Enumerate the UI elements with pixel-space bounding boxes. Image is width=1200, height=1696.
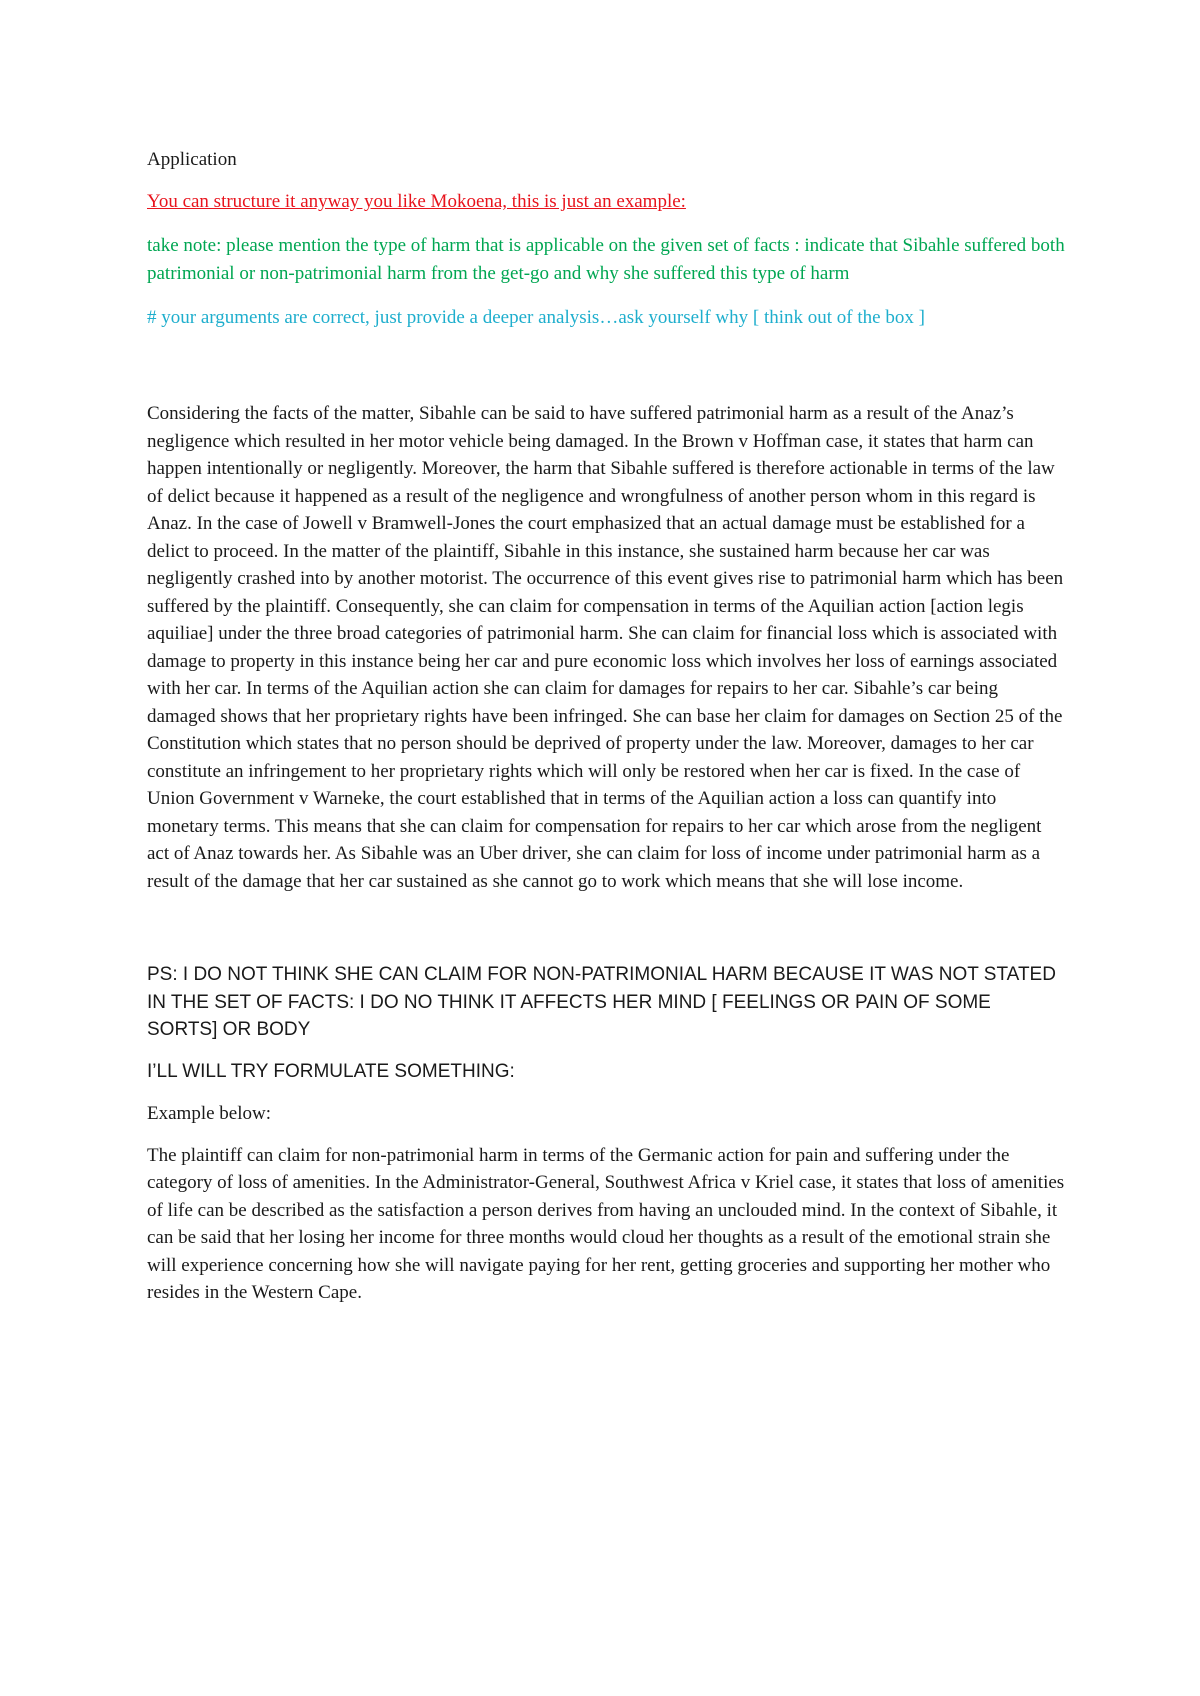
tutor-note-harm-type: take note: please mention the type of harm that is applicable on the given set of facts : indicate that Sibahle suffered both patrimonial or non-patrimonial harm from the get-go and why she suffered this type of harm [147,235,1065,284]
example-paragraph: The plaintiff can claim for non-patrimonial harm in terms of the Germanic action for pain and suffering under the category of loss of amenities. In the Administrator-General, Southwest Africa v Kriel case, it states that loss of amenities of life can be described as the satisfaction a person derives from having an unclouded mind. In the context of Sibahle, it can be said that her losing her income for three months would cloud her thoughts as a result of the emotional strain she will experience concerning how she will navigate paying for her rent, getting groceries and supporting her mother who resides in the Western Cape. [147,1144,1065,1303]
document-body [147,146,1065,1307]
tutor-note-structure: You can structure it anyway you like Mokoena, this is just an example: [147,191,686,212]
section-heading: Application [147,149,237,170]
example-label: Example below: [147,1102,271,1124]
tutor-note-deeper-analysis: # your arguments are correct, just provide a deeper analysis…ask yourself why [ think out of the box ] [147,307,925,328]
ps-note: PS: I DO NOT THINK SHE CAN CLAIM FOR NON-PATRIMONIAL HARM BECAUSE IT WAS NOT STATED IN THE SET OF FACTS: I DO NO THINK IT AFFECTS HER MIND [ FEELINGS OR PAIN OF SOME SORTS] OR BODY [147,964,1056,1040]
attempt-note: I’LL WILL TRY FORMULATE SOMETHING: [147,1060,515,1082]
main-paragraph: Considering the facts of the matter, Sibahle can be said to have suffered patrimonial harm as a result of the Anaz’s negligence which resulted in her motor vehicle being damaged. In the Brown v Hoffman case, it states that harm can happen intentionally or negligently. Moreover, the harm that Sibahle suffered is therefore actionable in terms of the law of delict because it happened as a result of the negligence and wrongfulness of another person whom in this regard is Anaz. In the case of Jowell v Bramwell-Jones the court emphasized that an actual damage must be established for a delict to proceed. In the matter of the plaintiff, Sibahle in this instance, she sustained harm because her car was negligently crashed into by another motorist. The occurrence of this event gives rise to patrimonial harm which has been suffered by the plaintiff. Consequently, she can claim for compensation in terms of the Aquilian action [action legis aquiliae] under the three broad categories of patrimonial harm. She can claim for financial loss which is associated with damage to property in this instance being her car and pure economic loss which involves her loss of earnings associated with her car. In terms of the Aquilian action she can claim for damages for repairs to her car. Sibahle’s car being damaged shows that her proprietary rights have been infringed. She can base her claim for damages on Section 25 of the Constitution which states that no person should be deprived of property under the law. Moreover, damages to her car constitute an infringement to her proprietary rights which will only be restored when her car is fixed. In the case of Union Government v Warneke, the court established that in terms of the Aquilian action a loss can quantify into monetary terms. This means that she can claim for compensation for repairs to her car which arose from the negligent act of Anaz towards her. As Sibahle was an Uber driver, she can claim for loss of income under patrimonial harm as a result of the damage that her car sustained as she cannot go to work which means that she will lose income. [147,403,1064,892]
